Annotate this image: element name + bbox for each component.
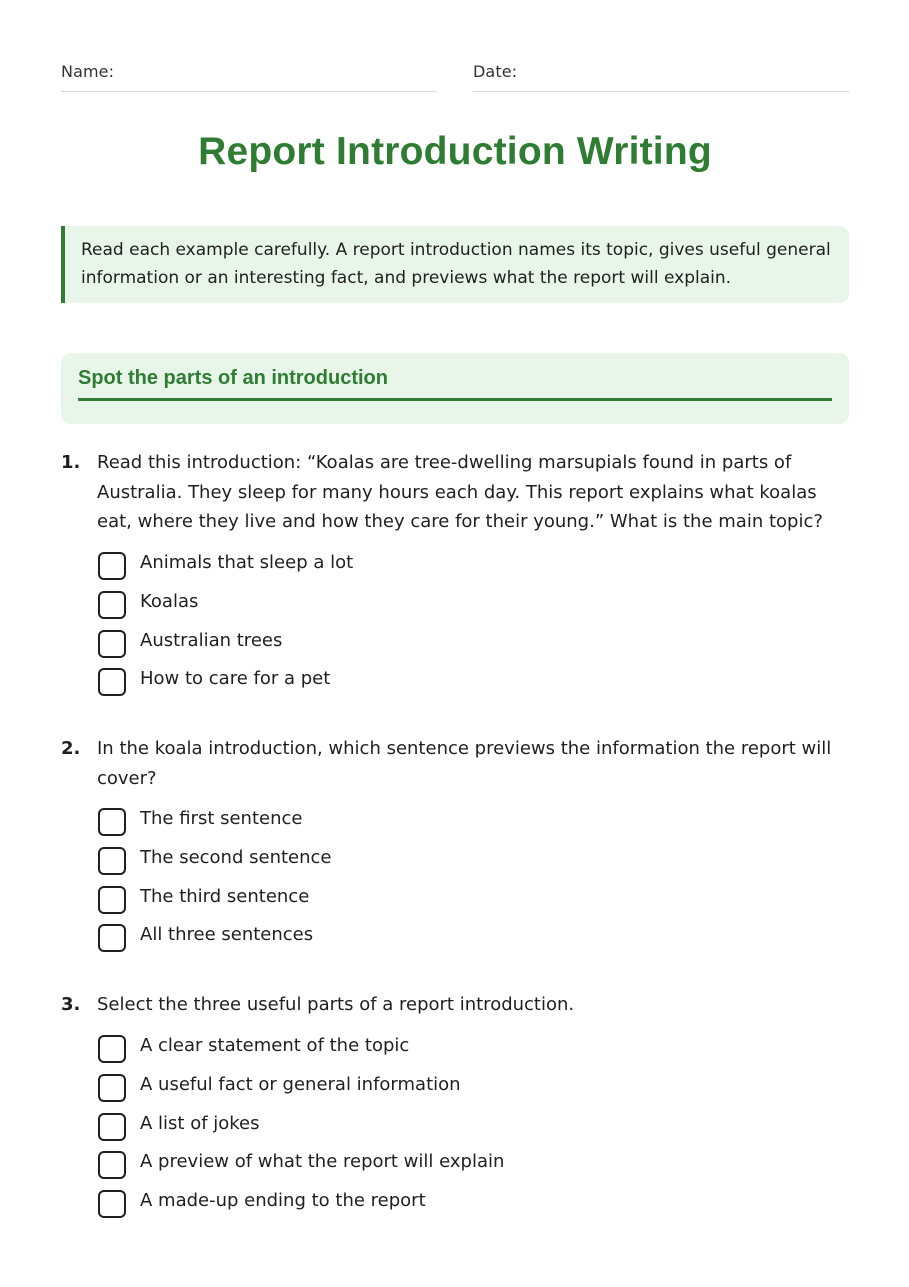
option-label: Australian trees: [140, 629, 283, 651]
option-item[interactable]: [97, 1188, 797, 1227]
option-item[interactable]: [97, 884, 797, 923]
checkbox[interactable]: [98, 1074, 126, 1102]
checkbox[interactable]: [98, 1190, 126, 1218]
option-item[interactable]: [97, 1033, 797, 1072]
checkbox[interactable]: [98, 591, 126, 619]
instructions-box: Read each example carefully. A report introduction names its topic, gives useful general information or an interesting fact, and previews what the report will explain.: [61, 226, 849, 303]
option-label: The third sentence: [140, 885, 310, 907]
option-list: [97, 550, 797, 705]
option-label: A clear statement of the topic: [140, 1035, 410, 1056]
option-label: All three sentences: [140, 924, 314, 946]
checkbox[interactable]: [98, 1113, 126, 1141]
checkbox[interactable]: [98, 886, 126, 914]
section-banner: [61, 353, 849, 424]
checkbox[interactable]: [98, 630, 126, 658]
option-item[interactable]: [97, 1111, 797, 1150]
name-field[interactable]: Name:: [61, 62, 437, 92]
checkbox[interactable]: [98, 668, 126, 696]
checkbox[interactable]: [98, 924, 126, 952]
checkbox[interactable]: [98, 1035, 126, 1063]
option-item[interactable]: [97, 628, 797, 667]
checkbox[interactable]: [98, 1151, 126, 1179]
option-label: A useful fact or general information: [140, 1073, 461, 1095]
question-number: 2.: [61, 738, 81, 759]
option-label: A list of jokes: [140, 1112, 260, 1134]
option-item[interactable]: [97, 922, 797, 961]
question-number: 3.: [61, 994, 81, 1015]
option-label: A preview of what the report will explain: [140, 1151, 505, 1173]
option-label: The first sentence: [140, 808, 303, 829]
date-field[interactable]: Date:: [473, 62, 849, 92]
option-list: [97, 806, 797, 961]
question-text: Read this introduction: “Koalas are tree-dwelling marsupials found in parts of Australia. They sleep for many hours each day. This report explains what koalas eat, where they live and how they care for their young.” What is the main topic?: [97, 452, 823, 532]
section-title: Spot the parts of an introduction: [78, 367, 832, 401]
page-title: Report Introduction Writing: [198, 130, 712, 173]
option-item[interactable]: [97, 666, 797, 705]
option-label: The second sentence: [140, 846, 332, 868]
checkbox[interactable]: [98, 847, 126, 875]
option-item[interactable]: [97, 550, 797, 589]
option-list: [97, 1033, 797, 1227]
option-item[interactable]: [97, 1149, 797, 1188]
option-item[interactable]: [97, 845, 797, 884]
checkbox[interactable]: [98, 808, 126, 836]
option-label: Koalas: [140, 590, 199, 612]
option-label: Animals that sleep a lot: [140, 552, 354, 573]
option-item[interactable]: [97, 1072, 797, 1111]
student-info-row: [61, 62, 849, 92]
question-text: Select the three useful parts of a report introduction.: [97, 994, 575, 1015]
option-item[interactable]: [97, 589, 797, 628]
question-number: 1.: [61, 452, 81, 473]
option-label: A made-up ending to the report: [140, 1190, 426, 1212]
question-text: In the koala introduction, which sentence previews the information the report will cover?: [97, 738, 832, 789]
option-label: How to care for a pet: [140, 668, 331, 690]
checkbox[interactable]: [98, 552, 126, 580]
option-item[interactable]: [97, 806, 797, 845]
